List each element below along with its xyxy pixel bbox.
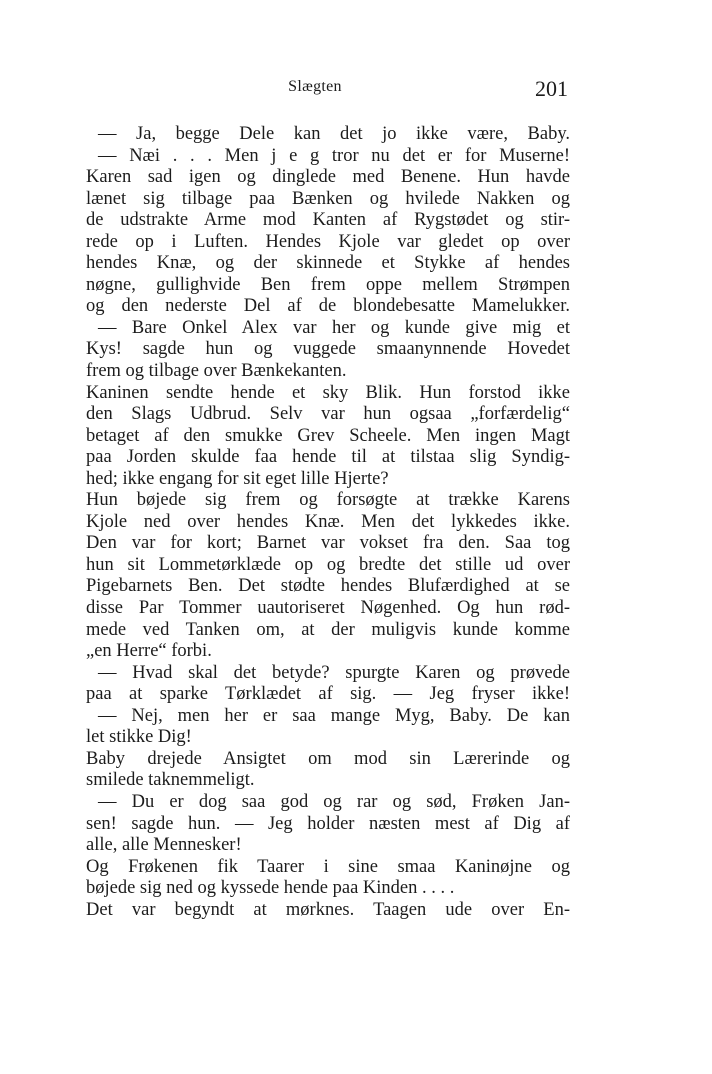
text-line: bøjede sig ned og kyssede hende paa Kinden . . . . — [86, 878, 455, 899]
text-line: disse Par Tommer uautoriseret Nøgenhed. Og hun rød- — [86, 598, 570, 619]
text-line: „en Herre“ forbi. — [86, 641, 212, 662]
text-line: sen! sagde hun. — Jeg holder næsten mest af Dig af — [86, 813, 570, 834]
text-line: hed; ikke engang for sit eget lille Hjerte? — [86, 468, 389, 489]
text-line: alle, alle Mennesker! — [86, 835, 242, 856]
text-line: smilede taknemmeligt. — [86, 770, 255, 791]
text-line: — Nej, men her er saa mange Myg, Baby. De kan — [98, 705, 570, 726]
text-line: Karen sad igen og dinglede med Benene. Hun havde — [86, 167, 570, 188]
text-line: Kys! sagde hun og vuggede smaanynnende Hovedet — [86, 339, 570, 360]
text-line: Pigebarnets Ben. Det stødte hendes Blufærdighed at se — [86, 576, 570, 597]
text-line: rede op i Luften. Hendes Kjole var gledet op over — [86, 231, 570, 252]
text-line: paa Jorden skulde faa hende til at tilstaa slig Syndig- — [86, 447, 570, 468]
text-line: Kaninen sendte hende et sky Blik. Hun forstod ikke — [86, 382, 570, 403]
running-head — [60, 74, 570, 104]
text-line: let stikke Dig! — [86, 727, 192, 748]
text-line: den Slags Udbrud. Selv var hun ogsaa „forfærdelig“ — [86, 404, 570, 425]
text-line: mede ved Tanken om, at der muligvis kunde komme — [86, 619, 570, 640]
text-line: Hun bøjede sig frem og forsøgte at trække Karens — [86, 490, 570, 511]
text-line: Den var for kort; Barnet var vokset fra den. Saa tog — [86, 533, 570, 554]
text-line: paa at sparke Tørklædet af sig. — Jeg fryser ikke! — [86, 684, 570, 705]
text-line: Baby drejede Ansigtet om mod sin Lærerinde og — [86, 748, 570, 769]
text-line: Det var begyndt at mørknes. Taagen ude over En- — [86, 899, 570, 920]
text-line: — Bare Onkel Alex var her og kunde give mig et — [98, 317, 570, 338]
text-line: — Næi . . . Men j e g tror nu det er for Muserne! — [98, 145, 570, 166]
text-line: — Du er dog saa god og rar og sød, Frøken Jan- — [98, 791, 570, 812]
text-line: og den nederste Del af de blondebesatte Mamelukker. — [86, 296, 570, 317]
text-line: — Ja, begge Dele kan det jo ikke være, Baby. — [98, 124, 570, 144]
text-line: hun sit Lommetørklæde op og bredte det stille ud over — [86, 554, 570, 575]
page-number: 201 — [535, 76, 568, 101]
text-line: de udstrakte Arme mod Kanten af Rygstødet og stir- — [86, 210, 570, 231]
running-title: Slægten — [288, 78, 342, 95]
text-line: — Hvad skal det betyde? spurgte Karen og prøvede — [98, 662, 570, 683]
text-line: betaget af den smukke Grev Scheele. Men ingen Magt — [86, 425, 570, 446]
body-text — [86, 124, 570, 921]
text-line: lænet sig tilbage paa Bænken og hvilede Nakken og — [86, 188, 570, 209]
text-line: Kjole ned over hendes Knæ. Men det lykkedes ikke. — [86, 511, 570, 532]
text-line: hendes Knæ, og der skinnede et Stykke af hendes — [86, 253, 570, 274]
text-line: Og Frøkenen fik Taarer i sine smaa Kaninøjne og — [86, 856, 570, 877]
text-line: frem og tilbage over Bænkekanten. — [86, 361, 347, 382]
text-line: nøgne, gullighvide Ben frem oppe mellem Strømpen — [86, 274, 570, 295]
